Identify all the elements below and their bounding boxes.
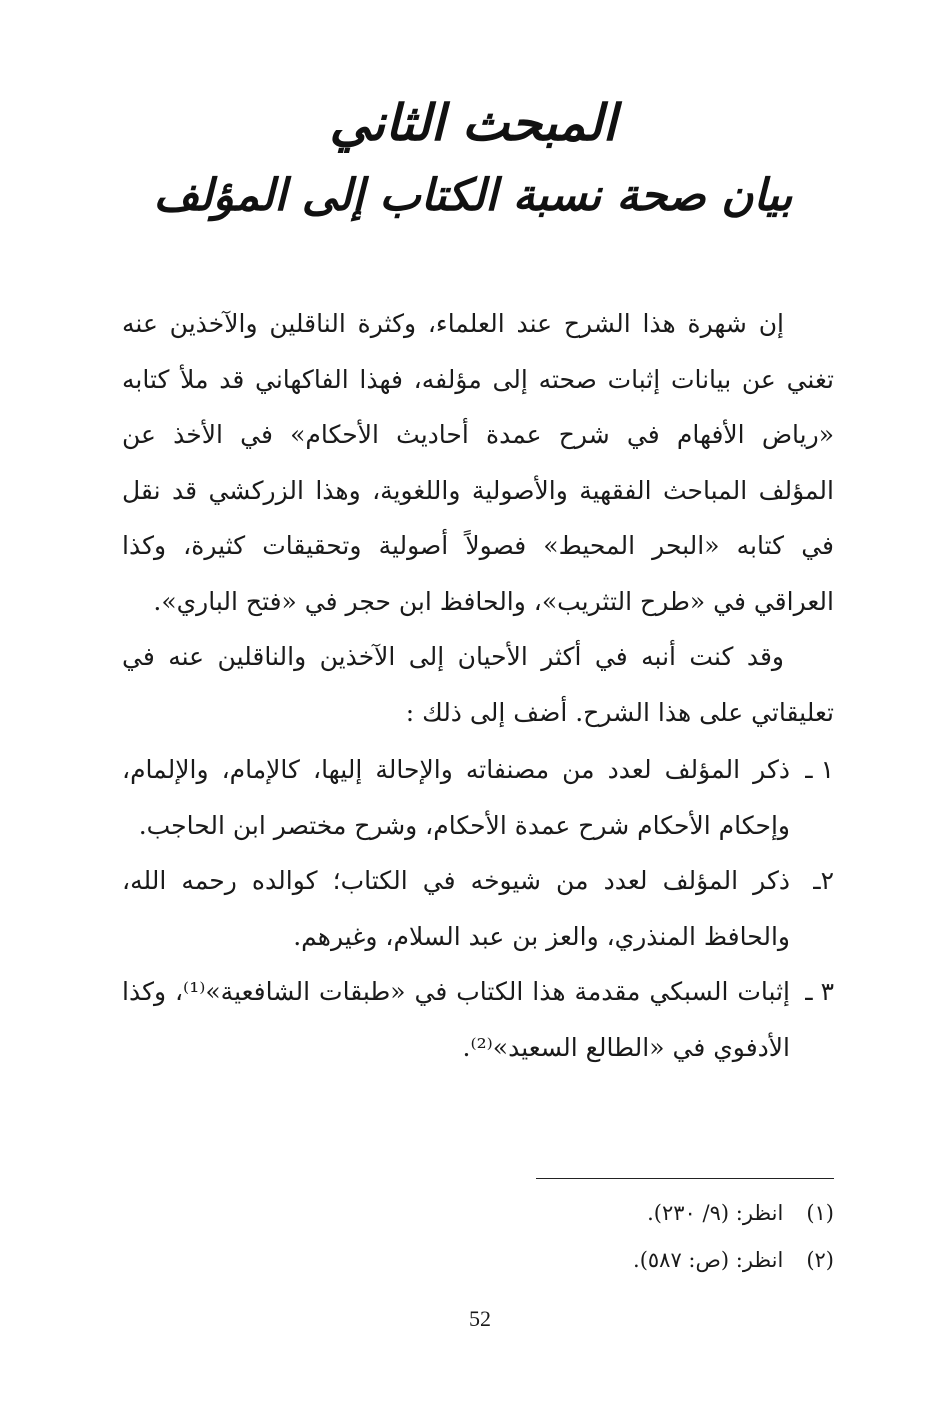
body-text (122, 296, 834, 1075)
footnote-marker: (١) (806, 1201, 834, 1225)
section-title: المبحث الثاني (329, 94, 617, 152)
title-block (110, 88, 836, 221)
list-item-number: ١ ـ (805, 755, 834, 784)
footnote (400, 1237, 834, 1284)
list-item-text: إثبات السبكي مقدمة هذا الكتاب في «طبقات الشافعية»⁽¹⁾، وكذا الأدفوي في «الطالع السعيد»⁽²⁾. (122, 977, 790, 1062)
footnote-text: انظر: (٩/ ٢٣٠). (647, 1201, 784, 1225)
footnote-divider (536, 1178, 834, 1179)
list-item-number: ٢ـ (813, 866, 834, 895)
page-number: 52 (469, 1306, 491, 1331)
paragraph: إن شهرة هذا الشرح عند العلماء، وكثرة الناقلين والآخذين عنه تغني عن بيانات إثبات صحته إلى مؤلفه، فهذا الفاكهاني قد ملأ كتابه «رياض الأفهام في شرح عمدة أحاديث الأحكام» في الأخذ عن المؤلف المباحث الفقهية والأصولية واللغوية، وهذا الزركشي قد نقل في كتابه «البحر المحيط» فصولاً أصولية وتحقيقات كثيرة، وكذا العراقي في «طرح التثريب»، والحافظ ابن حجر في «فتح الباري». (122, 309, 834, 616)
footnote-text: انظر: (ص: ٥٨٧). (633, 1248, 784, 1272)
section-subtitle: بيان صحة نسبة الكتاب إلى المؤلف (153, 170, 793, 221)
list-item-number: ٣ ـ (805, 977, 834, 1006)
numbered-list (122, 742, 834, 1075)
paragraph: وقد كنت أنبه في أكثر الأحيان إلى الآخذين والناقلين عنه في تعليقاتي على هذا الشرح. أضف إلى ذلك : (122, 642, 834, 727)
footnote-marker: (٢) (806, 1248, 834, 1272)
list-item-text: ذكر المؤلف لعدد من مصنفاته والإحالة إليها، كالإمام، والإلمام، وإحكام الأحكام شرح عمدة الأحكام، وشرح مختصر ابن الحاجب. (122, 755, 790, 840)
list-item (122, 964, 834, 1075)
footnotes (400, 1190, 834, 1284)
list-item-text: ذكر المؤلف لعدد من شيوخه في الكتاب؛ كوالده رحمه الله، والحافظ المنذري، والعز بن عبد السلام، وغيرهم. (122, 866, 790, 951)
footnote (400, 1190, 834, 1237)
list-item (122, 853, 834, 964)
list-item (122, 742, 834, 853)
